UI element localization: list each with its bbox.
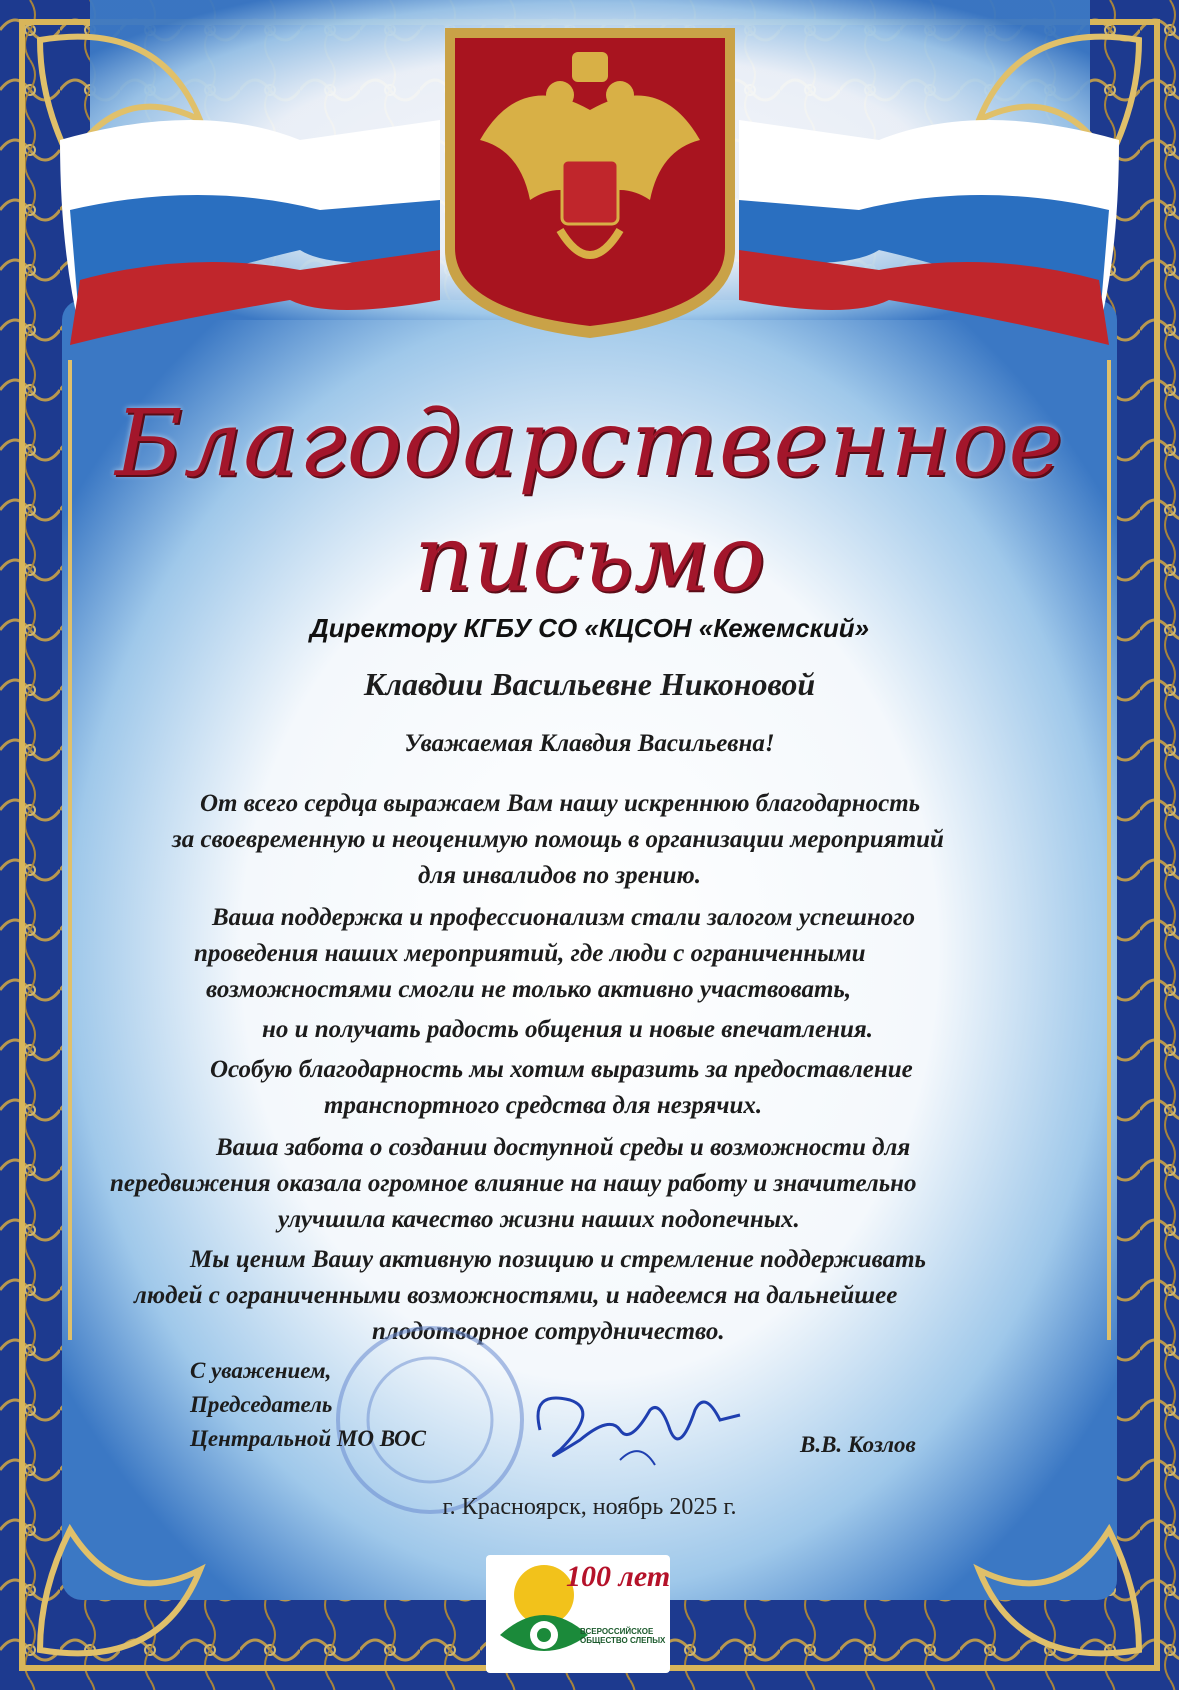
- signature-position: Председатель: [190, 1392, 333, 1417]
- title-line-2: письмо: [413, 505, 766, 612]
- addressee-position: Директору КГБУ СО «КЦСОН «Кежемский»: [309, 613, 870, 643]
- body-line: людей с ограниченными возможностями, и надеемся на дальнейшее: [134, 1282, 898, 1309]
- body-line: возможностями смогли не только активно участвовать,: [206, 976, 852, 1003]
- signature-organization: Центральной МО ВОС: [190, 1426, 426, 1451]
- body-line: за своевременную и неоценимую помощь в организации мероприятий: [172, 826, 944, 853]
- body-line: плодотворное сотрудничество.: [372, 1318, 725, 1345]
- title-line-1: Благодарственное: [115, 390, 1064, 497]
- logo-org-text: ВСЕРОССИЙСКОЕ ОБЩЕСТВО СЛЕПЫХ: [580, 1627, 666, 1645]
- handwritten-signature: [520, 1370, 750, 1480]
- anniversary-label: 100 лет: [566, 1560, 671, 1593]
- place-and-date: г. Красноярск, ноябрь 2025 г.: [442, 1494, 737, 1520]
- coat-of-arms-icon: [445, 28, 735, 338]
- body-line: транспортного средства для незрячих.: [324, 1092, 763, 1119]
- body-line: для инвалидов по зрению.: [418, 862, 701, 889]
- addressee-name: Клавдии Васильевне Никоновой: [363, 666, 816, 702]
- organization-stamp: [310, 1320, 550, 1520]
- body-line: улучшила качество жизни наших подопечных.: [278, 1206, 800, 1233]
- signatory-name: В.В. Козлов: [800, 1432, 916, 1457]
- signature-closing: С уважением,: [190, 1358, 332, 1383]
- body-line: Мы ценим Вашу активную позицию и стремление поддерживать: [190, 1246, 926, 1273]
- body-line: Ваша поддержка и профессионализм стали залогом успешного: [212, 904, 916, 931]
- greeting: Уважаемая Клавдия Васильевна!: [404, 730, 775, 757]
- body-line: передвижения оказала огромное влияние на нашу работу и значительно: [110, 1170, 917, 1197]
- body-line: Особую благодарность мы хотим выразить за предоставление: [210, 1056, 913, 1083]
- body-line: проведения наших мероприятий, где люди с ограниченными: [194, 940, 866, 967]
- body-line: но и получать радость общения и новые впечатления.: [262, 1016, 873, 1043]
- body-line: Ваша забота о создании доступной среды и возможности для: [216, 1134, 911, 1161]
- body-line: От всего сердца выражаем Вам нашу искреннюю благодарность: [200, 790, 921, 817]
